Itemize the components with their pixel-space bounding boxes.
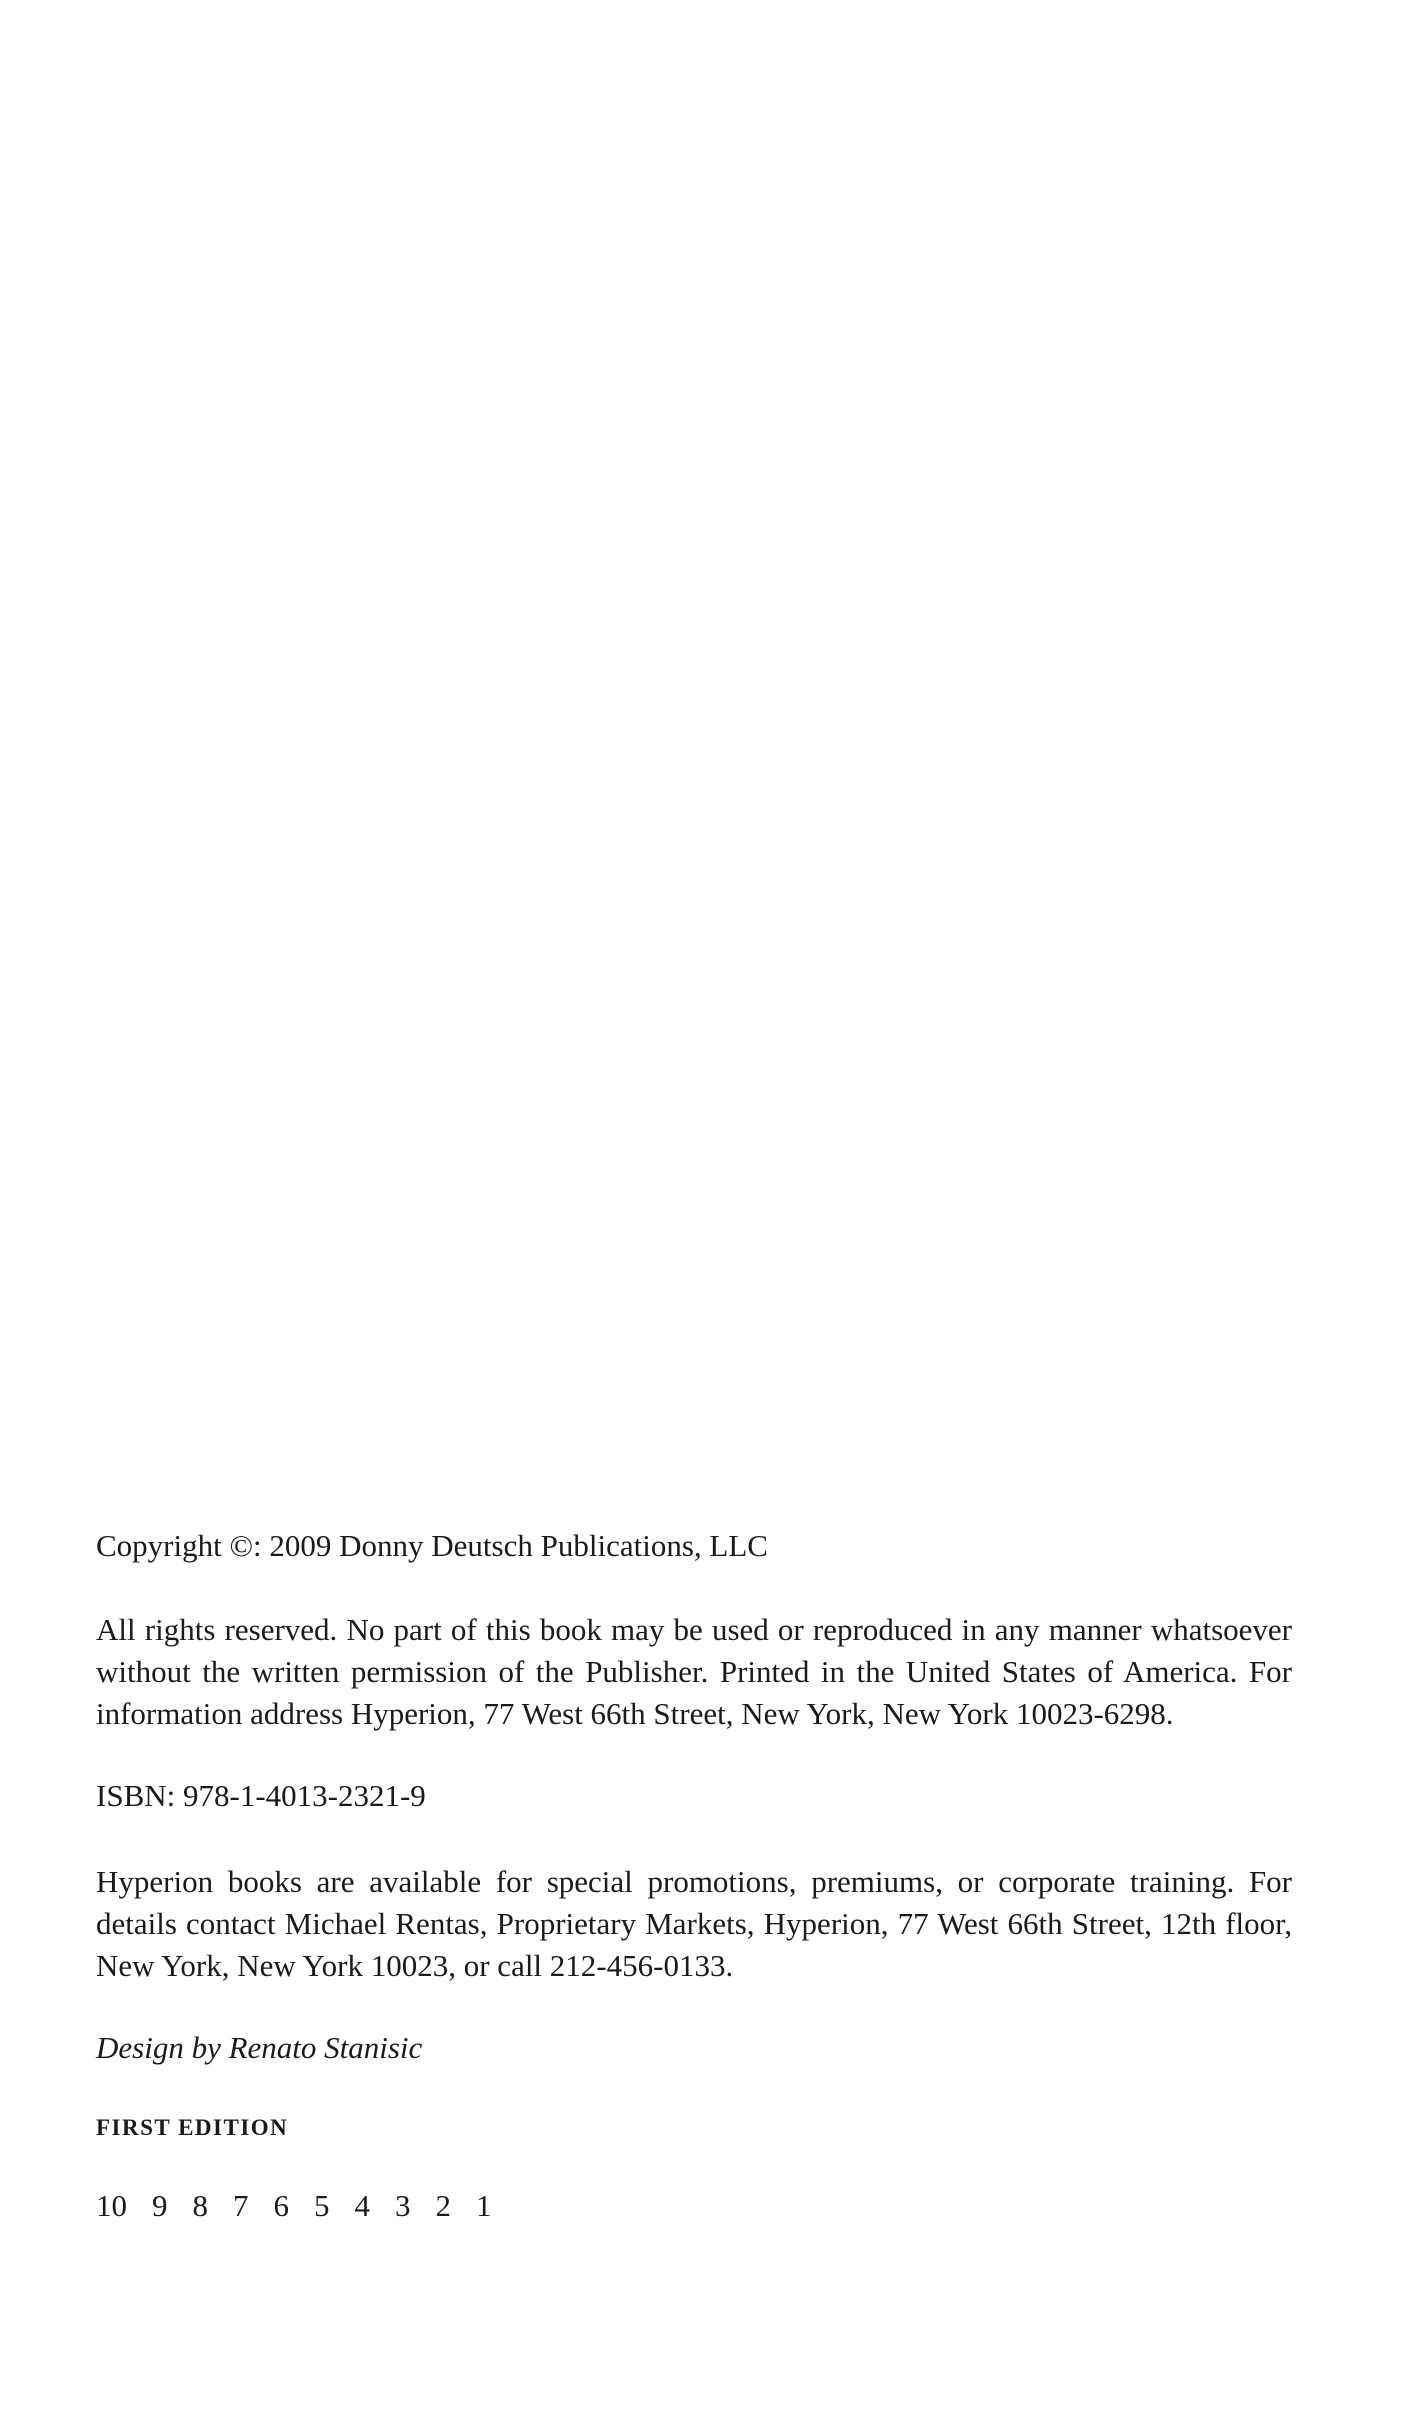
- printing-number: 1: [476, 2188, 492, 2223]
- copyright-notice: Copyright ©: 2009 Donny Deutsch Publications, LLC: [96, 1528, 768, 1563]
- rights-statement: All rights reserved. No part of this book may be used or reproduced in any manner whatsoever without the written permission of the Publisher. Printed in the United States of America. For information address Hyperion, 77 West 66th Street, New York, New York 10023-6298.: [96, 1612, 1292, 1731]
- printing-line: [96, 2185, 1292, 2227]
- copyright-page-block: [96, 1525, 1292, 2227]
- printing-number: 9: [152, 2188, 168, 2223]
- printing-number: 2: [435, 2188, 451, 2223]
- printing-number: 6: [273, 2188, 289, 2223]
- design-credit: Design by Renato Stanisic: [96, 2030, 423, 2065]
- edition-label: FIRST EDITION: [96, 2115, 289, 2140]
- printing-number: 5: [314, 2188, 330, 2223]
- printing-number: 3: [395, 2188, 411, 2223]
- isbn: ISBN: 978-1-4013-2321-9: [96, 1778, 426, 1813]
- printing-number: 7: [233, 2188, 249, 2223]
- printing-number: 10: [96, 2188, 127, 2223]
- printing-number: 4: [354, 2188, 370, 2223]
- special-sales-notice: Hyperion books are available for special promotions, premiums, or corporate training. For details contact Michael Rentas, Proprietary Markets, Hyperion, 77 West 66th Street, 12th floor, New York, New York 10023, or call 212-456-0133.: [96, 1864, 1292, 1983]
- printing-number: 8: [192, 2188, 208, 2223]
